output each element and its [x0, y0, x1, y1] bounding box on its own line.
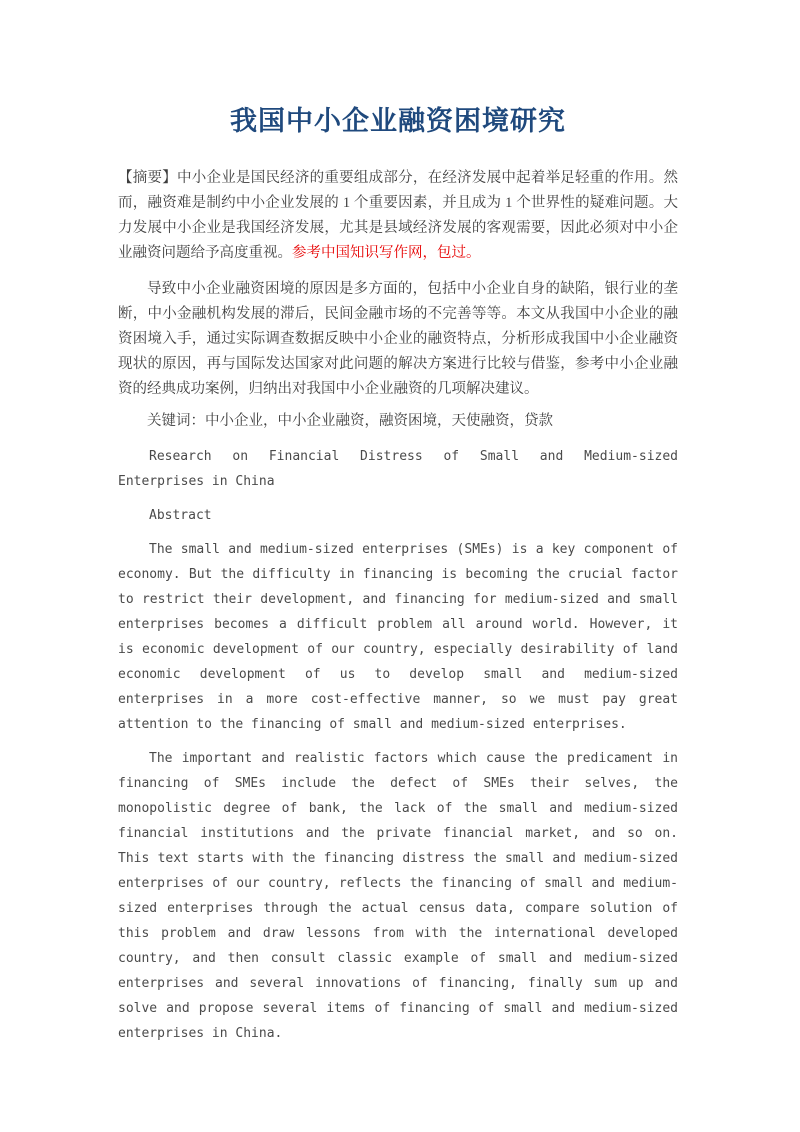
abstract-body-text: 中小企业是国民经济的重要组成部分，在经济发展中起着举足轻重的作用。然而，融资难是制约中小企业发展的 1 个重要因素，并且成为 1 个世界性的疑难问题。大力发展中小企业是我国经济发展，尤其是县域经济发展的客观需要，因此必须对中小企业融资问题给予高度重视。: [118, 170, 679, 261]
english-paragraph-1: The small and medium-sized enterprises (SMEs) is a key component of economy. But the difficulty in financing is becoming the crucial factor to restrict their development, and financing for medium-sized and small enterprises becomes a difficult problem all around world. However, it is economic development of our country, especially desirability of land economic development of us to develop small and medium-sized enterprises in a more cost-effective manner, so we must pay great attention to the financing of small and medium-sized enterprises.: [118, 542, 678, 732]
abstract-paragraph-cn: [118, 166, 678, 266]
page-title: 我国中小企业融资困境研究: [230, 106, 566, 136]
abstract-label: 【摘要】: [118, 170, 177, 186]
english-title: Research on Financial Distress of Small and Medium-sized Enterprises in China: [118, 449, 678, 489]
promo-text: 参考中国知识写作网，包过。: [292, 245, 481, 261]
english-paragraph-2: The important and realistic factors which cause the predicament in financing of SMEs include the defect of SMEs their selves, the monopolistic degree of bank, the lack of the small and medium-sized financial institutions and the private financial market, and so on. This text starts with the financing distress the small and medium-sized enterprises of our country, reflects the financing of small and medium-sized enterprises through the actual census data, compare solution of this problem and draw lessons from with the international developed country, and then consult classic example of small and medium-sized enterprises and several innovations of financing, finally sum up and solve and propose several items of financing of small and medium-sized enterprises in China.: [118, 751, 678, 1041]
keywords-line: 关键词：中小企业，中小企业融资，融资困境，天使融资，贷款: [147, 413, 553, 429]
cause-paragraph-cn: 导致中小企业融资困境的原因是多方面的，包括中小企业自身的缺陷，银行业的垄断，中小金融机构发展的滞后，民间金融市场的不完善等等。本文从我国中小企业的融资困境入手，通过实际调查数据反映中小企业的融资特点，分析形成我国中小企业融资现状的原因，再与国际发达国家对此问题的解决方案进行比较与借鉴，参考中小企业融资的经典成功案例，归纳出对我国中小企业融资的几项解决建议。: [118, 281, 678, 397]
english-abstract-label: Abstract: [149, 508, 212, 523]
